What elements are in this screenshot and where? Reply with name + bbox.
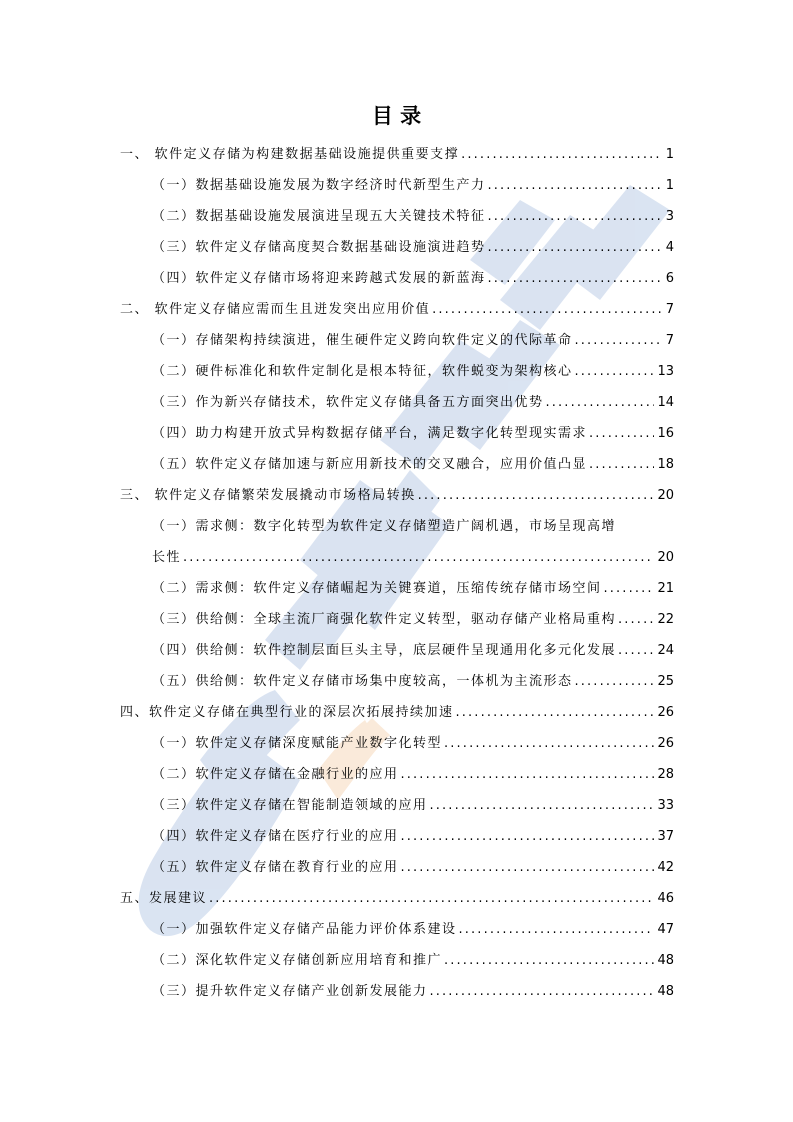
toc-leader-dots: [488, 239, 663, 257]
toc-leader-dots: [459, 921, 655, 939]
toc-page-number: 20: [657, 488, 674, 503]
toc-leader-dots: [183, 549, 654, 567]
toc-leader-dots: [430, 983, 655, 1001]
toc-entry[interactable]: [152, 859, 674, 877]
toc-leader-dots: [618, 611, 654, 629]
toc-page-number: 37: [657, 829, 674, 844]
toc-entry-label: （四）供给侧：软件控制层面巨头主导，底层硬件呈现通用化多元化发展: [152, 643, 617, 658]
toc-page-number: 26: [657, 736, 674, 751]
toc-page-number: 3: [665, 209, 674, 224]
toc-entry-label: （二）软件定义存储在金融行业的应用: [152, 767, 399, 782]
toc-entry-label: （一）数据基础设施发展为数字经济时代新型生产力: [152, 178, 486, 193]
toc-page-number: 13: [657, 364, 674, 379]
toc-entry[interactable]: [152, 177, 674, 195]
toc-entry-label: （三）提升软件定义存储产业创新发展能力: [152, 984, 428, 999]
toc-entry[interactable]: [120, 146, 674, 164]
toc-entry-label: （一）加强软件定义存储产品能力评价体系建设: [152, 922, 457, 937]
toc-entry-label: 五、发展建议: [120, 891, 208, 906]
toc-entry[interactable]: [152, 797, 674, 815]
toc-entry[interactable]: [152, 580, 674, 598]
toc-leader-dots: [430, 797, 655, 815]
toc-entry[interactable]: [152, 828, 674, 846]
toc-entry[interactable]: [152, 363, 674, 381]
toc-page-number: 1: [665, 178, 674, 193]
toc-leader-dots: [546, 394, 655, 412]
toc-page-number: 21: [657, 581, 674, 596]
toc-entry[interactable]: [152, 921, 674, 939]
toc-page-number: 18: [657, 457, 674, 472]
toc-entry[interactable]: [152, 611, 674, 629]
toc-entry[interactable]: [120, 487, 674, 505]
toc-page-number: 46: [657, 891, 674, 906]
toc-entry-continuation[interactable]: [152, 549, 674, 567]
toc-page-number: 20: [657, 550, 674, 565]
toc-page-number: 47: [657, 922, 674, 937]
toc-entry[interactable]: [120, 704, 674, 722]
toc-page-number: 1: [665, 147, 674, 162]
toc-leader-dots: [209, 890, 654, 908]
toc-entry-label: （三）软件定义存储在智能制造领域的应用: [152, 798, 428, 813]
toc-page-number: 28: [657, 767, 674, 782]
toc-leader-dots: [589, 425, 654, 443]
toc-page-number: 4: [665, 240, 674, 255]
toc-page-number: 26: [657, 705, 674, 720]
toc-page-number: 33: [657, 798, 674, 813]
toc-entry[interactable]: [152, 239, 674, 257]
toc-entry-label: （四）软件定义存储在医疗行业的应用: [152, 829, 399, 844]
toc-leader-dots: [589, 456, 654, 474]
toc-entry-label: 四、软件定义存储在典型行业的深层次拓展持续加速: [120, 705, 454, 720]
toc-leader-dots: [488, 177, 663, 195]
toc-entry[interactable]: [120, 301, 674, 319]
toc-leader-dots: [444, 735, 654, 753]
toc-page-number: 24: [657, 643, 674, 658]
toc-leader-dots: [488, 208, 663, 226]
toc-entry[interactable]: [152, 766, 674, 784]
toc-entry-label: （一）软件定义存储深度赋能产业数字化转型: [152, 736, 443, 751]
toc-page-number: 42: [657, 860, 674, 875]
toc-entry-label: （一）需求侧：数字化转型为软件定义存储塑造广阔机遇，市场呈现高增: [152, 519, 617, 534]
toc-page-number: 14: [657, 395, 674, 410]
toc-entry[interactable]: [152, 518, 674, 536]
toc-entry[interactable]: [152, 983, 674, 1001]
toc-entry-label: 三、 软件定义存储繁荣发展撬动市场格局转换: [120, 488, 416, 503]
toc-entry-label: （五）软件定义存储加速与新应用新技术的交叉融合，应用价值凸显: [152, 457, 588, 472]
toc-entry[interactable]: [152, 673, 674, 691]
toc-leader-dots: [418, 487, 655, 505]
toc-leader-dots: [575, 332, 663, 350]
toc-entry-label: 长性: [152, 550, 182, 565]
toc-leader-dots: [432, 301, 663, 319]
toc-leader-dots: [456, 704, 655, 722]
toc-entry-label: （四）助力构建开放式异构数据存储平台，满足数字化转型现实需求: [152, 426, 588, 441]
toc-entry-label: （五）供给侧：软件定义存储市场集中度较高，一体机为主流形态: [152, 674, 573, 689]
toc-page-number: 16: [657, 426, 674, 441]
toc-entry-label: （一）存储架构持续演进，催生硬件定义跨向软件定义的代际革命: [152, 333, 573, 348]
toc-page-number: 22: [657, 612, 674, 627]
toc-entry[interactable]: [152, 456, 674, 474]
toc-entry[interactable]: [152, 952, 674, 970]
toc-entry-label: 一、 软件定义存储为构建数据基础设施提供重要支撑: [120, 147, 460, 162]
toc-entry-label: （三）作为新兴存储技术，软件定义存储具备五方面突出优势: [152, 395, 544, 410]
toc-leader-dots: [618, 642, 654, 660]
toc-leader-dots: [488, 270, 663, 288]
toc-entry[interactable]: [152, 425, 674, 443]
toc-entry-label: （四）软件定义存储市场将迎来跨越式发展的新蓝海: [152, 271, 486, 286]
toc-entry-label: （三）供给侧：全球主流厂商强化软件定义转型，驱动存储产业格局重构: [152, 612, 617, 627]
toc-leader-dots: [401, 828, 655, 846]
toc-entry-label: （二）数据基础设施发展演进呈现五大关键技术特征: [152, 209, 486, 224]
toc-entry-label: （二）需求侧：软件定义存储崛起为关键赛道，压缩传统存储市场空间: [152, 581, 602, 596]
toc-entry[interactable]: [152, 394, 674, 412]
toc-page-number: 6: [665, 271, 674, 286]
toc-entry-label: （二）深化软件定义存储创新应用培育和推广: [152, 953, 443, 968]
toc-page-number: 7: [665, 333, 674, 348]
toc-page-number: 25: [657, 674, 674, 689]
toc-leader-dots: [444, 952, 654, 970]
toc-leader-dots: [401, 859, 655, 877]
toc-leader-dots: [461, 146, 663, 164]
toc-entry[interactable]: [152, 642, 674, 660]
toc-page-number: 48: [657, 984, 674, 999]
toc-entry[interactable]: [152, 208, 674, 226]
toc-entry[interactable]: [152, 735, 674, 753]
toc-entry[interactable]: [120, 890, 674, 908]
toc-page-number: 7: [665, 302, 674, 317]
toc-entry-label: （三）软件定义存储高度契合数据基础设施演进趋势: [152, 240, 486, 255]
toc-leader-dots: [575, 673, 655, 691]
toc-entry[interactable]: [152, 332, 674, 350]
toc-entry-label: 二、 软件定义存储应需而生且迸发突出应用价值: [120, 302, 431, 317]
toc-entry-label: （二）硬件标准化和软件定制化是根本特征，软件蜕变为架构核心: [152, 364, 573, 379]
page-title: 目 录: [371, 103, 422, 128]
toc-leader-dots: [575, 363, 655, 381]
toc-page-number: 48: [657, 953, 674, 968]
toc-entry-label: （五）软件定义存储在教育行业的应用: [152, 860, 399, 875]
toc-leader-dots: [401, 766, 655, 784]
toc-entry[interactable]: [152, 270, 674, 288]
toc-leader-dots: [604, 580, 655, 598]
